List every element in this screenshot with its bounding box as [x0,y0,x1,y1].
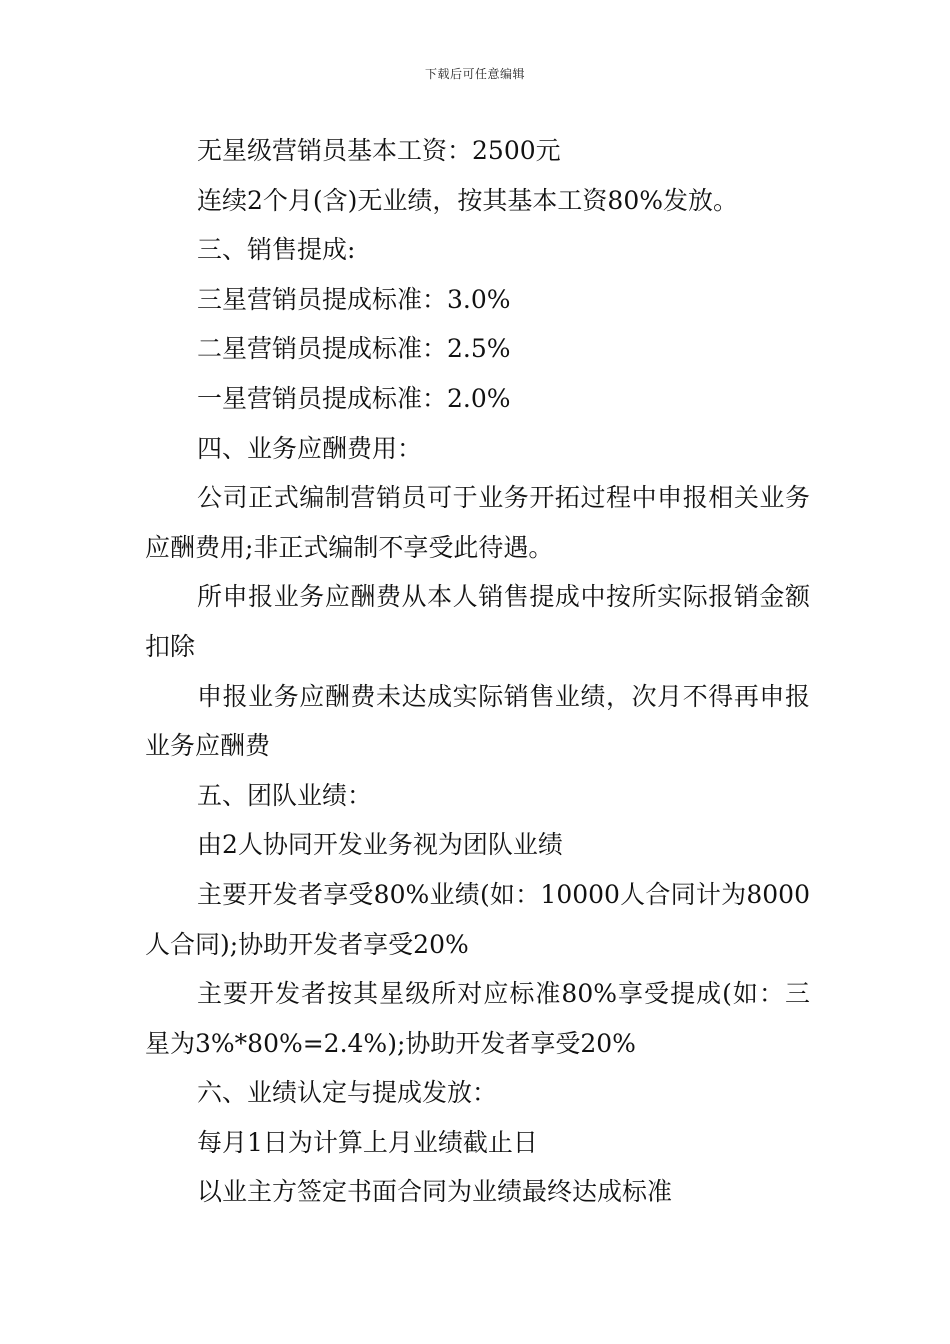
paragraph-contract-standard: 以业主方签定书面合同为业绩最终达成标准 [197,1177,673,1207]
paragraph-team-performance-split: 主要开发者享受80%业绩(如：10000人合同计为8000人合同);协助开发者享受20% [145,879,810,959]
paragraph-three-star-rate: 三星营销员提成标准：3.0% [197,284,511,314]
document-body [145,126,810,1217]
paragraph-expense-eligibility: 公司正式编制营销员可于业务开拓过程中申报相关业务应酬费用;非正式编制不享受此待遇。 [145,483,810,562]
paragraph-no-performance-rule: 连续2个月(含)无业绩，按其基本工资80%发放。 [197,185,738,215]
section-heading-performance-recognition: 六、业绩认定与提成发放： [197,1078,498,1108]
paragraph-one-star-rate: 一星营销员提成标准：2.0% [197,383,511,413]
section-heading-sales-commission: 三、销售提成: [197,235,356,265]
section-heading-entertainment-expenses: 四、业务应酬费用： [197,433,423,463]
paragraph-two-star-rate: 二星营销员提成标准：2.5% [197,334,511,364]
paragraph-base-salary-no-star: 无星级营销员基本工资：2500元 [197,136,561,165]
section-heading-team-performance: 五、团队业绩： [197,780,373,810]
paragraph-team-commission-split: 主要开发者按其星级所对应标准80%享受提成(如：三星为3%*80%=2.4%);协助开发者享受20% [145,979,810,1058]
page-header-note: 下载后可任意编辑 [424,67,525,81]
paragraph-expense-restriction: 申报业务应酬费未达成实际销售业绩，次月不得再申报业务应酬费 [145,681,810,761]
paragraph-expense-deduction: 所申报业务应酬费从本人销售提成中按所实际报销金额扣除 [145,582,810,661]
paragraph-cutoff-date: 每月1日为计算上月业绩截止日 [197,1127,538,1157]
paragraph-team-definition: 由2人协同开发业务视为团队业绩 [197,830,563,860]
